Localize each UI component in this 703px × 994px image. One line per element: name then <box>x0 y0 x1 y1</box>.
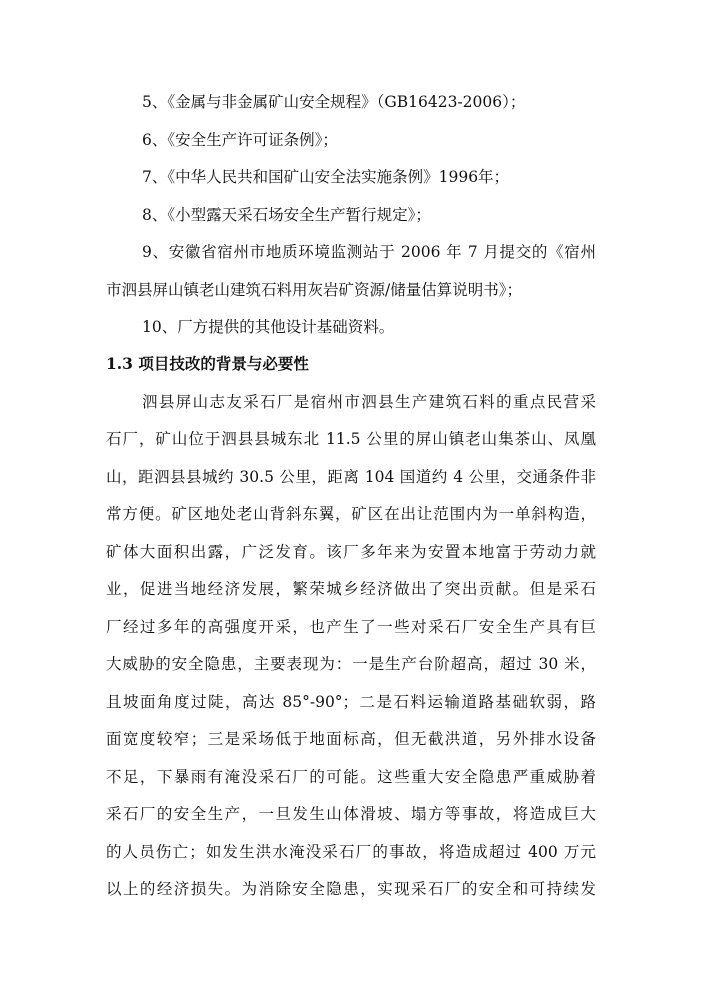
paragraph-line: 常方便。矿区地处老山背斜东翼，矿区在出让范围内为一单斜构造， <box>106 505 596 523</box>
reference-item-7: 7、《中华人民共和国矿山安全法实施条例》1996年； <box>142 168 510 186</box>
reference-item-8: 8、《小型露天采石场安全生产暂行规定》； <box>142 206 431 224</box>
reference-item-6: 6、《安全生产许可证条例》； <box>142 131 338 149</box>
paragraph-line: 厂经过多年的高强度开采，也产生了一些对采石厂安全生产具有巨 <box>106 618 596 636</box>
paragraph-line: 面宽度较窄；三是采场低于地面标高，但无截洪道，另外排水设备 <box>106 730 596 748</box>
paragraph-line: 业，促进当地经济发展，繁荣城乡经济做出了突出贡献。但是采石 <box>106 580 596 598</box>
reference-item-10: 10、厂方提供的其他设计基础资料。 <box>142 318 395 336</box>
paragraph-line: 不足，下暴雨有淹没采石厂的可能。这些重大安全隐患严重威胁着 <box>106 768 596 786</box>
paragraph-line: 大威胁的安全隐患，主要表现为：一是生产台阶超高，超过 30 米， <box>106 655 596 673</box>
paragraph-line: 矿体大面积出露，广泛发育。该厂多年来为安置本地富于劳动力就 <box>106 543 596 561</box>
paragraph-line: 山，距泗县县城约 30.5 公里，距离 104 国道约 4 公里，交通条件非 <box>106 468 596 486</box>
paragraph-line: 且坡面角度过陡，高达 85°-90°；二是石料运输道路基础软弱，路 <box>106 693 596 711</box>
reference-item-5: 5、《金属与非金属矿山安全规程》（GB16423-2006）； <box>142 93 526 111</box>
paragraph-line: 泗县屏山志友采石厂是宿州市泗县生产建筑石料的重点民营采 <box>142 393 596 411</box>
paragraph-line: 采石厂的安全生产，一旦发生山体滑坡、塌方等事故，将造成巨大 <box>106 805 596 823</box>
reference-item-9-line-1: 9、安徽省宿州市地质环境监测站于 2006 年 7 月提交的《宿州 <box>142 243 596 261</box>
reference-item-9-line-2: 市泗县屏山镇老山建筑石料用灰岩矿资源/储量估算说明书》； <box>106 281 522 299</box>
paragraph-line: 的人员伤亡；如发生洪水淹没采石厂的事故，将造成超过 400 万元 <box>106 843 596 861</box>
paragraph-line: 石厂，矿山位于泗县县城东北 11.5 公里的屏山镇老山集茶山、凤凰 <box>106 430 596 448</box>
section-heading: 1.3 项目技改的背景与必要性 <box>106 354 309 373</box>
paragraph-line: 以上的经济损失。为消除安全隐患，实现采石厂的安全和可持续发 <box>106 880 596 898</box>
